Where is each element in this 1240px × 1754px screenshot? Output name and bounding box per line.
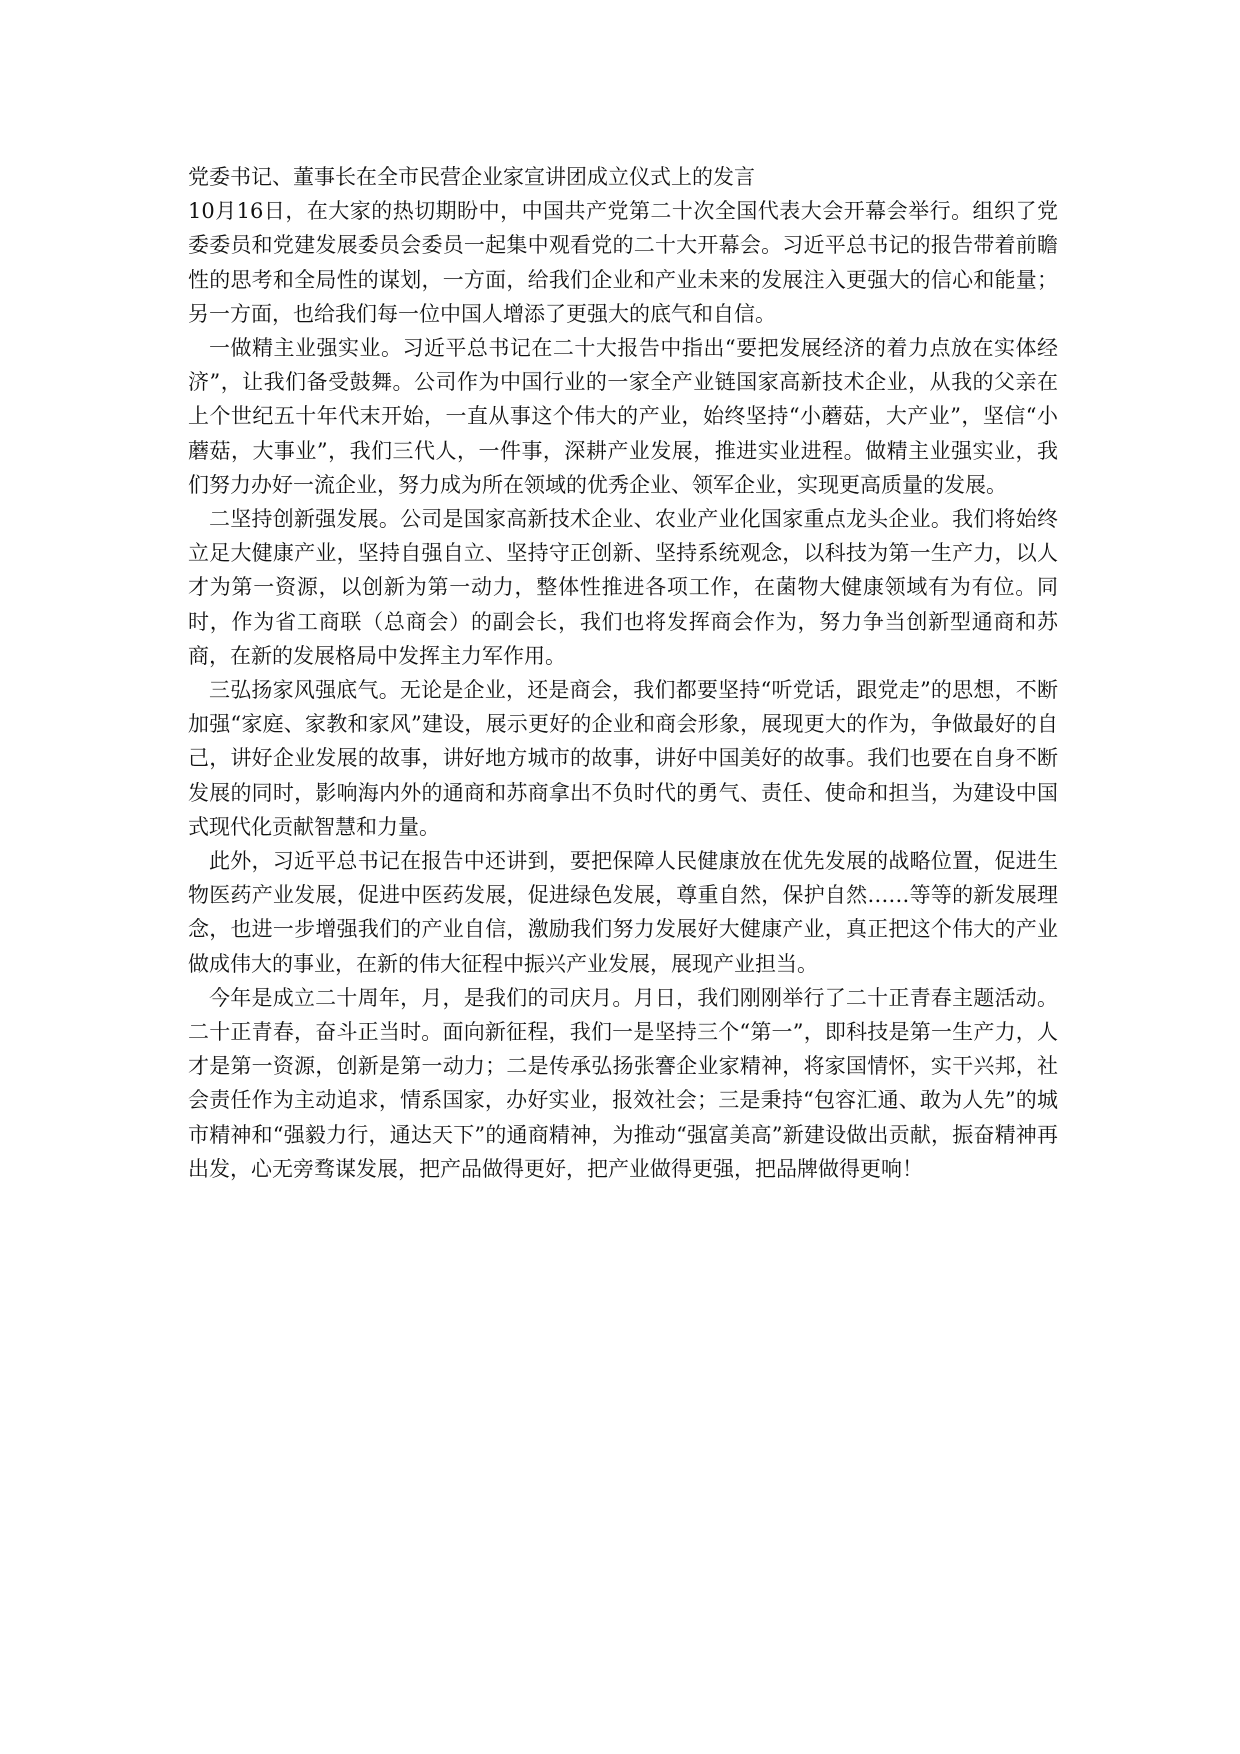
document-page [188, 160, 1058, 1186]
paragraph-additional: 此外，习近平总书记在报告中还讲到，要把保障人民健康放在优先发展的战略位置，促进生物医药产业发展，促进中医药发展，促进绿色发展，尊重自然，保护自然……等等的新发展理念，也进一步增强我们的产业自信，激励我们努力发展好大健康产业，真正把这个伟大的产业做成伟大的事业，在新的伟大征程中振兴产业发展，展现产业担当。 [188, 849, 1058, 976]
paragraph-point-two: 二坚持创新强发展。公司是国家高新技术企业、农业产业化国家重点龙头企业。我们将始终立足大健康产业，坚持自强自立、坚持守正创新、坚持系统观念，以科技为第一生产力，以人才为第一资源，以创新为第一动力，整体性推进各项工作，在菌物大健康领域有为有位。同时，作为省工商联（总商会）的副会长，我们也将发挥商会作为，努力争当创新型通商和苏商，在新的发展格局中发挥主力军作用。 [188, 507, 1058, 668]
paragraph-intro: 10月16日，在大家的热切期盼中，中国共产党第二十次全国代表大会开幕会举行。组织了党委委员和党建发展委员会委员一起集中观看党的二十大开幕会。习近平总书记的报告带着前瞻性的思考和全局性的谋划，一方面，给我们企业和产业未来的发展注入更强大的信心和能量；另一方面，也给我们每一位中国人增添了更强大的底气和自信。 [188, 199, 1058, 326]
paragraph-conclusion: 今年是成立二十周年，月，是我们的司庆月。月日，我们刚刚举行了二十正青春主题活动。二十正青春，奋斗正当时。面向新征程，我们一是坚持三个“第一”，即科技是第一生产力，人才是第一资源，创新是第一动力；二是传承弘扬张謇企业家精神，将家国情怀，实干兴邦，社会责任作为主动追求，情系国家，办好实业，报效社会；三是秉持“包容汇通、敢为人先”的城市精神和“强毅力行，通达天下”的通商精神，为推动“强富美高”新建设做出贡献，振奋精神再出发，心无旁骛谋发展，把产品做得更好，把产业做得更强，把品牌做得更响！ [188, 985, 1058, 1181]
document-title: 党委书记、董事长在全市民营企业家宣讲团成立仪式上的发言 [188, 165, 755, 189]
paragraph-point-three: 三弘扬家风强底气。无论是企业，还是商会，我们都要坚持“听党话，跟党走”的思想，不断加强“家庭、家教和家风”建设，展示更好的企业和商会形象，展现更大的作为，争做最好的自己，讲好企业发展的故事，讲好地方城市的故事，讲好中国美好的故事。我们也要在自身不断发展的同时，影响海内外的通商和苏商拿出不负时代的勇气、责任、使命和担当，为建设中国式现代化贡献智慧和力量。 [188, 678, 1058, 839]
paragraph-point-one: 一做精主业强实业。习近平总书记在二十大报告中指出“要把发展经济的着力点放在实体经济”，让我们备受鼓舞。公司作为中国行业的一家全产业链国家高新技术企业，从我的父亲在上个世纪五十年代末开始，一直从事这个伟大的产业，始终坚持“小蘑菇，大产业”，坚信“小蘑菇，大事业”，我们三代人，一件事，深耕产业发展，推进实业进程。做精主业强实业，我们努力办好一流企业，努力成为所在领域的优秀企业、领军企业，实现更高质量的发展。 [188, 336, 1058, 497]
